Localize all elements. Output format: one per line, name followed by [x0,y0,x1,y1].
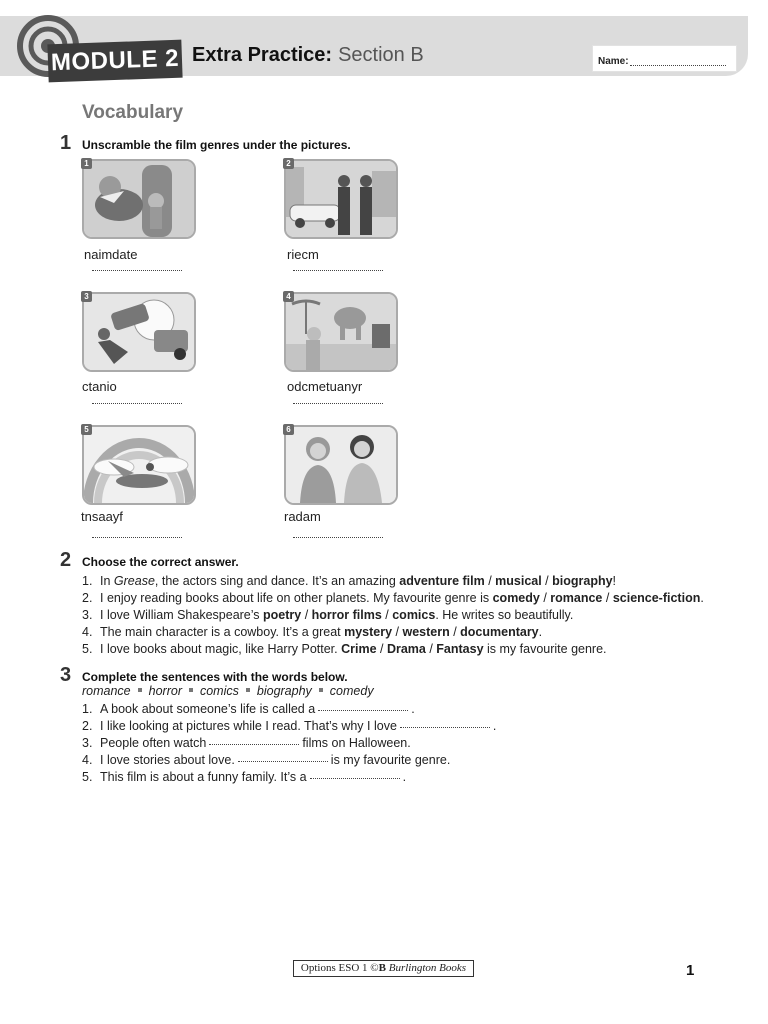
item-number: 2. [82,719,93,733]
sentence-text: . [411,702,415,716]
word-bank-item: comedy [329,684,374,698]
name-label: Name: [598,56,629,67]
exercise-2-instruction: Choose the correct answer. [82,555,239,569]
item-number: 3. [82,608,93,622]
picture-5 [82,425,196,505]
option-separator: / [541,574,553,588]
item-number: 2. [82,591,93,605]
page-number: 1 [686,962,695,979]
option-separator: / [381,608,393,622]
picture-3 [82,292,196,372]
word-bank-item: romance [82,684,131,698]
exercise-2-number: 2 [60,549,72,571]
option[interactable]: romance [550,591,603,605]
picture-number: 2 [283,158,294,169]
scrambled-word: ctanio [82,379,117,394]
option-separator: / [602,591,613,605]
publisher-logo-icon: B [378,962,386,974]
answer-line[interactable] [293,270,383,271]
picture-number: 5 [81,424,92,435]
scrambled-word: riecm [287,247,319,262]
sentence-text: I love books about magic, like Harry Potter. [100,642,342,656]
bullet-separator-icon [319,688,323,692]
crying-women-image [286,427,396,503]
option[interactable]: mystery [344,625,393,639]
item-number: 1. [82,574,93,588]
answer-line[interactable] [92,537,182,538]
exercise-3-number: 3 [60,664,72,686]
exercise-2-list [82,573,704,658]
sentence-text: films on Halloween. [302,736,411,750]
picture-number: 1 [81,158,92,169]
option[interactable]: Fantasy [436,642,484,656]
list-item [82,607,704,624]
sentence-end: . [538,625,543,639]
word-bank-item: biography [256,684,312,698]
film-title: Grease [113,574,155,588]
answer-line[interactable] [92,270,182,271]
flying-dragon-image [84,427,194,503]
item-number: 5. [82,642,93,656]
list-item [82,573,704,590]
police-officers-image [286,161,396,237]
item-number: 4. [82,625,93,639]
car-explosion-image [84,294,194,370]
option[interactable]: adventure film [399,574,485,588]
option-separator: / [449,625,461,639]
name-answer-line[interactable] [630,65,726,66]
option[interactable]: western [402,625,450,639]
answer-blank[interactable] [209,744,299,745]
sentence-end: . He writes so beautifully. [435,608,574,622]
option-separator: / [484,574,496,588]
list-item [82,718,496,735]
sentence-end: ! [612,574,617,588]
answer-blank[interactable] [310,778,400,779]
bullet-separator-icon [138,688,142,692]
option-separator: / [376,642,387,656]
list-item [82,752,496,769]
option[interactable]: Drama [386,642,426,656]
sentence-text: , the actors sing and dance. It’s an amazing [154,574,400,588]
exercise-3-list [82,701,496,786]
sentence-text: . [492,719,497,733]
sentence-text: A book about someone’s life is called a [100,702,316,716]
option-separator: / [539,591,551,605]
sentence-text: I love stories about love. [100,753,235,767]
word-bank [82,684,374,698]
exercise-1-number: 1 [60,132,72,154]
scrambled-word: radam [284,509,321,524]
list-item [82,590,704,607]
list-item [82,769,496,786]
sentence-text: . [402,770,407,784]
dragon-cartoon-image [84,161,194,237]
answer-line[interactable] [293,537,383,538]
word-bank-item: horror [148,684,182,698]
answer-blank[interactable] [318,710,408,711]
answer-line[interactable] [92,403,182,404]
picture-number: 4 [283,291,294,302]
list-item [82,624,704,641]
page-title [192,44,424,67]
sentence-text: This film is about a funny family. It’s a [100,770,307,784]
option-separator: / [392,625,403,639]
exercise-3-instruction: Complete the sentences with the words below. [82,670,348,684]
publisher-name: Burlington Books [388,962,467,974]
sentence-end: is my favourite genre. [483,642,607,656]
picture-1 [82,159,196,239]
option[interactable]: comedy [492,591,540,605]
picture-2 [284,159,398,239]
scrambled-word: odcmetuanyr [287,379,363,394]
sentence-text: is my favourite genre. [330,753,451,767]
bullet-separator-icon [189,688,193,692]
footer-credit [293,960,474,977]
option[interactable]: documentary [460,625,539,639]
picture-6 [284,425,398,505]
scrambled-word: tnsaayf [81,509,123,524]
sentence-text: I enjoy reading books about life on other planets. My favourite genre is [100,591,493,605]
option[interactable]: science-fiction [612,591,701,605]
sentence-text: In [100,574,114,588]
answer-blank[interactable] [238,761,328,762]
answer-blank[interactable] [400,727,490,728]
bullet-separator-icon [246,688,250,692]
item-number: 5. [82,770,93,784]
list-item [82,735,496,752]
option[interactable]: comics [392,608,436,622]
sentence-text: The main character is a cowboy. It’s a great [100,625,345,639]
option-separator: / [301,608,312,622]
picture-number: 6 [283,424,294,435]
picture-number: 3 [81,291,92,302]
word-bank-item: comics [199,684,239,698]
item-number: 1. [82,702,93,716]
picture-4 [284,292,398,372]
item-number: 4. [82,753,93,767]
module-badge: MODULE 2 [47,40,182,83]
page-title-section: Section B [338,44,424,66]
sentence-text: I like looking at pictures while I read. That’s why I love [100,719,397,733]
footer-text: Options ESO 1 © [300,962,379,974]
option[interactable]: poetry [263,608,302,622]
scrambled-word: naimdate [84,247,138,262]
option[interactable]: Crime [341,642,377,656]
name-field-box [592,45,737,72]
option[interactable]: horror films [311,608,382,622]
sentence-text: People often watch [100,736,207,750]
item-number: 3. [82,736,93,750]
option[interactable]: biography [552,574,613,588]
sentence-text: I love William Shakespeare’s [100,608,264,622]
elephant-savanna-image [286,294,396,370]
page-title-main: Extra Practice: [192,44,333,66]
list-item [82,641,704,658]
sentence-end: . [700,591,704,605]
answer-line[interactable] [293,403,383,404]
vocabulary-heading: Vocabulary [82,102,184,123]
exercise-1-instruction: Unscramble the film genres under the pictures. [82,138,351,152]
option[interactable]: musical [495,574,542,588]
option-separator: / [425,642,437,656]
list-item [82,701,496,718]
